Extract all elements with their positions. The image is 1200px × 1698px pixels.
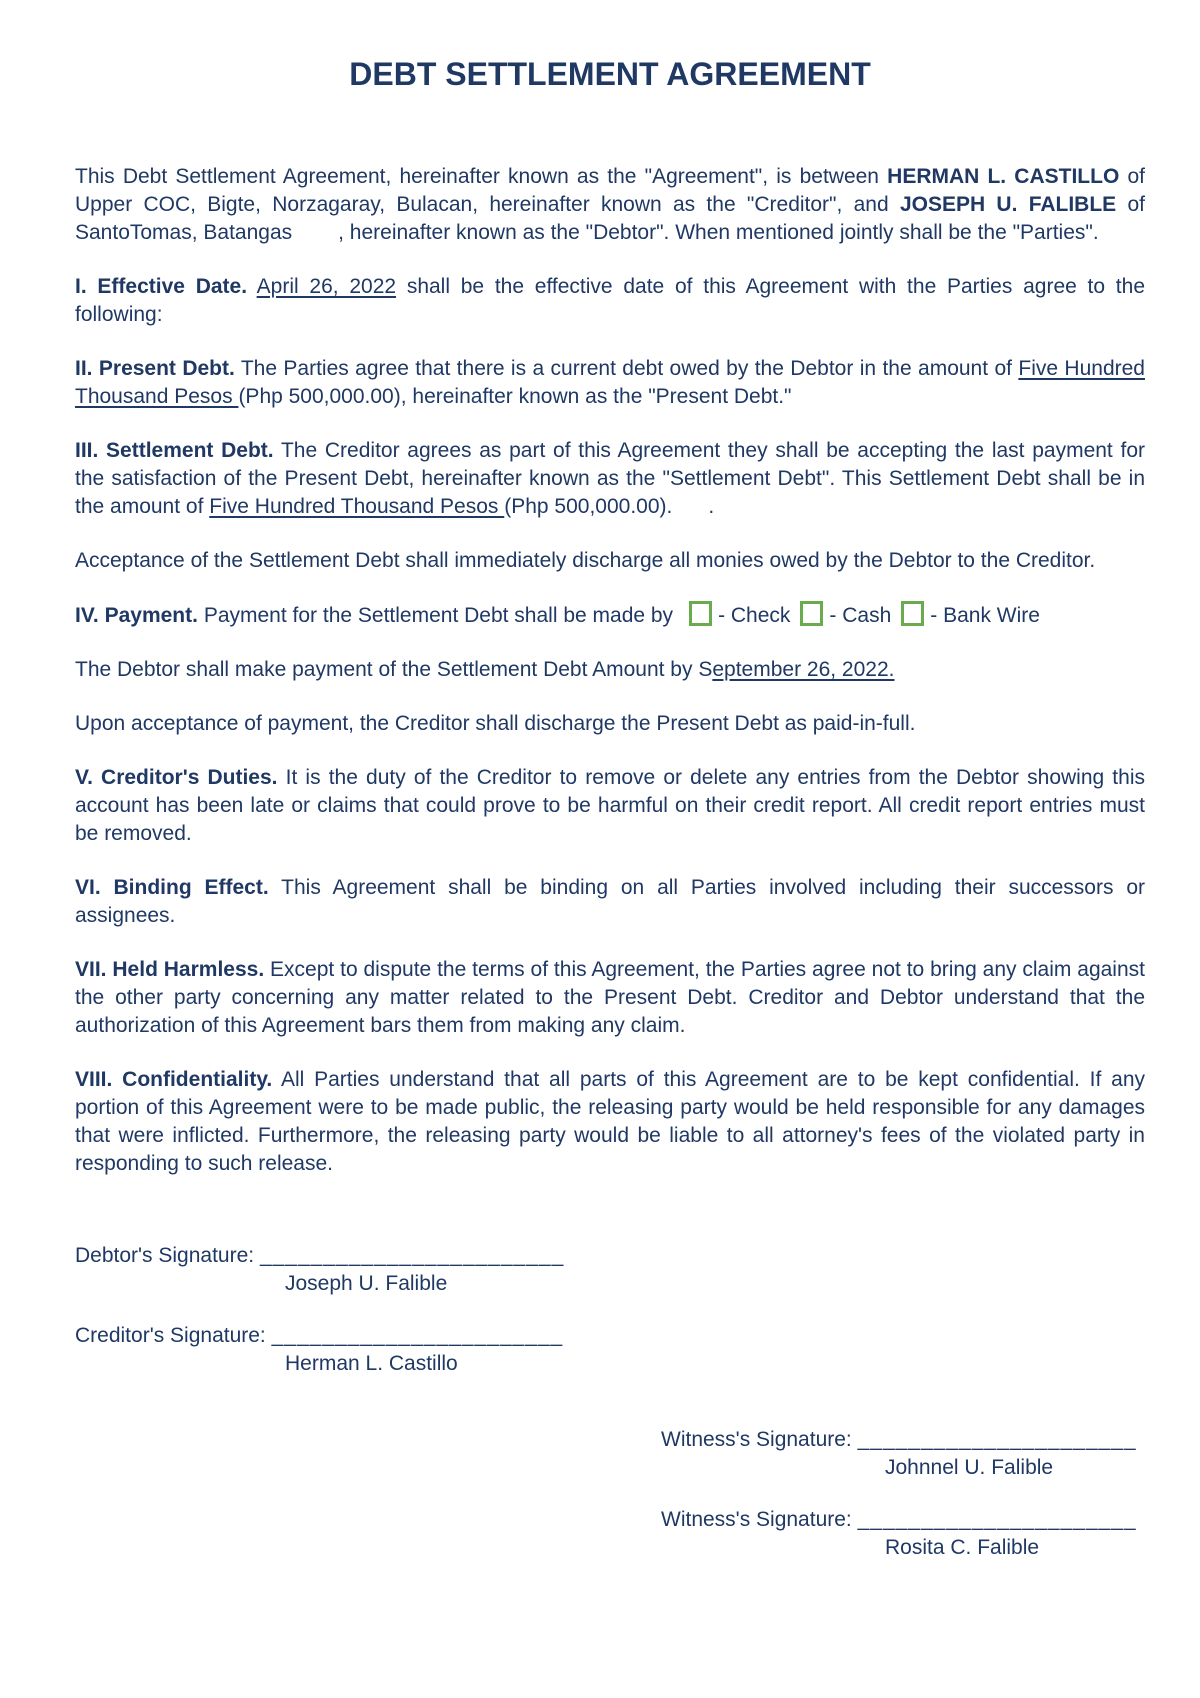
intro-paragraph: [75, 163, 1145, 247]
creditor-name: HERMAN L. CASTILLO: [887, 165, 1120, 188]
debtor-printed-name: Joseph U. Falible: [285, 1272, 448, 1295]
check-checkbox[interactable]: [689, 601, 712, 626]
witness-signature-area: [661, 1426, 1145, 1562]
section-text: (Php 500,000.00).: [504, 495, 673, 518]
upon-acceptance-paragraph: Upon acceptance of payment, the Creditor shall discharge the Present Debt as paid-in-full.: [75, 712, 916, 735]
section-heading: I. Effective Date.: [75, 275, 248, 298]
section-heading: II. Present Debt.: [75, 357, 235, 380]
present-debt-amount: Five Hundred Thousand Pesos: [75, 357, 1145, 408]
section-text: Except to dispute the terms of this Agreement, the Parties agree not to bring any claim against the other party concerning any matter related to the Present Debt. Creditor and Debtor understand that the authorization of this Agreement bars them from making any claim.: [75, 958, 1145, 1037]
trailing-period: .: [708, 495, 715, 518]
settlement-debt-amount: Five Hundred Thousand Pesos: [209, 495, 505, 518]
witness2-signature-block: [661, 1506, 1145, 1562]
creditor-signature-line[interactable]: _______________________: [271, 1324, 564, 1347]
payment-date-text: The Debtor shall make payment of the Settlement Debt Amount by S: [75, 658, 713, 681]
section-text: The Creditor agrees as part of this Agreement they shall be accepting the last payment for the satisfaction of the Present Debt, hereinafter known as the "Settlement Debt". This Settlement Debt shall be in the amount of: [75, 439, 1145, 518]
section-text: Payment for the Settlement Debt shall be made by: [203, 604, 674, 627]
signature-area: [75, 1242, 1145, 1562]
section-confidentiality: [75, 1066, 1145, 1178]
section-text: It is the duty of the Creditor to remove or delete any entries from the Debtor showing this account has been late or claims that could prove to be harmful on their credit report. All credit report entries must be removed.: [75, 766, 1145, 845]
bank-wire-label: - Bank Wire: [930, 604, 1040, 627]
bank-wire-checkbox[interactable]: [901, 601, 924, 626]
section-text: The Parties agree that there is a current debt owed by the Debtor in the amount of: [240, 357, 1012, 380]
section-text: This Agreement shall be binding on all Parties involved including their successors or assignees.: [75, 876, 1145, 927]
creditor-signature-block: [75, 1322, 1145, 1378]
witness1-signature-label: Witness's Signature:: [661, 1428, 858, 1451]
witness1-signature-line[interactable]: ______________________: [857, 1428, 1137, 1451]
section-text: shall be the effective date of this Agreement with the Parties agree to the following:: [75, 275, 1145, 326]
debtor-name: JOSEPH U. FALIBLE: [899, 193, 1117, 216]
section-heading: VI. Binding Effect.: [75, 876, 269, 899]
section-payment: [75, 601, 1145, 630]
section-binding-effect: [75, 874, 1145, 930]
intro-text-pre: This Debt Settlement Agreement, hereinafter known as the "Agreement", is between: [75, 165, 879, 188]
payment-date-value: eptember 26, 2022.: [712, 658, 895, 681]
creditor-printed-name: Herman L. Castillo: [285, 1352, 458, 1375]
acceptance-paragraph: Acceptance of the Settlement Debt shall immediately discharge all monies owed by the Debtor to the Creditor.: [75, 549, 1096, 572]
intro-text-tail: , hereinafter known as the "Debtor". When mentioned jointly shall be the "Parties".: [338, 221, 1099, 244]
document-title: DEBT SETTLEMENT AGREEMENT: [349, 56, 871, 92]
witness2-signature-line[interactable]: ______________________: [857, 1508, 1137, 1531]
effective-date-value: April 26, 2022: [256, 275, 397, 298]
section-heading: V. Creditor's Duties.: [75, 766, 278, 789]
debtor-signature-line[interactable]: ________________________: [259, 1244, 565, 1267]
intro-text-mid2: of SantoTomas, Batangas: [75, 193, 1145, 244]
payment-date-paragraph: [75, 656, 1145, 684]
section-heading: III. Settlement Debt.: [75, 439, 274, 462]
section-heading: VII. Held Harmless.: [75, 958, 265, 981]
section-text: (Php 500,000.00), hereinafter known as the "Present Debt.": [238, 385, 792, 408]
witness1-signature-block: [661, 1426, 1145, 1482]
debtor-signature-block: [75, 1242, 1145, 1298]
section-creditors-duties: [75, 764, 1145, 848]
cash-label: - Cash: [829, 604, 892, 627]
witness2-signature-label: Witness's Signature:: [661, 1508, 858, 1531]
witness2-printed-name: Rosita C. Falible: [885, 1536, 1040, 1559]
section-effective-date: [75, 273, 1145, 329]
section-heading: VIII. Confidentiality.: [75, 1068, 273, 1091]
section-text: All Parties understand that all parts of this Agreement are to be kept confidential. If any portion of this Agreement were to be made public, the releasing party would be held responsible for any damages that were inflicted. Furthermore, the releasing party would be liable to all attorney's fees of the violated party in responding to such release.: [75, 1068, 1146, 1175]
section-settlement-debt: [75, 437, 1145, 521]
cash-checkbox[interactable]: [800, 601, 823, 626]
section-present-debt: [75, 355, 1145, 411]
creditor-signature-label: Creditor's Signature:: [75, 1324, 272, 1347]
intro-text-mid: of Upper COC, Bigte, Norzagaray, Bulacan, hereinafter known as the "Creditor", and: [75, 165, 1145, 216]
check-label: - Check: [718, 604, 791, 627]
section-heading: IV. Payment.: [75, 604, 198, 627]
debtor-signature-label: Debtor's Signature:: [75, 1244, 260, 1267]
witness1-printed-name: Johnnel U. Falible: [885, 1456, 1054, 1479]
section-held-harmless: [75, 956, 1145, 1040]
